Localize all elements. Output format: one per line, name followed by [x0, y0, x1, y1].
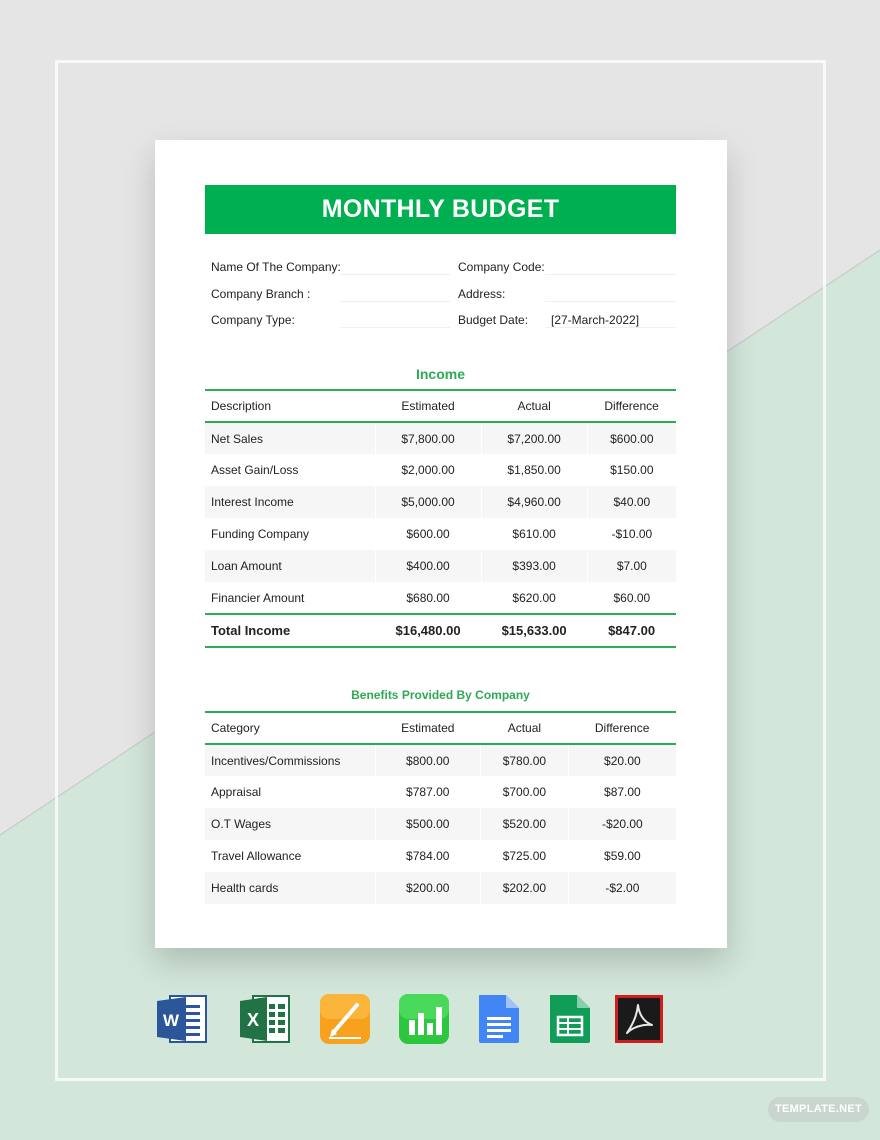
- total-cell: $15,633.00: [481, 614, 587, 647]
- google-sheets-icon[interactable]: [544, 993, 596, 1045]
- company-code-field: [545, 274, 676, 275]
- google-docs-icon[interactable]: [473, 993, 525, 1045]
- table-row: [205, 840, 676, 872]
- table-cell: $610.00: [481, 518, 587, 550]
- income-header-cell: Difference: [587, 390, 676, 422]
- company-name-label: Name Of The Company:: [211, 260, 341, 274]
- table-row: [205, 550, 676, 582]
- document-page: [155, 140, 727, 948]
- benefits-header-cell: Category: [205, 712, 375, 744]
- table-cell: $780.00: [481, 744, 569, 776]
- total-cell: Total Income: [205, 614, 375, 647]
- svg-text:X: X: [246, 1010, 260, 1030]
- table-cell: $393.00: [481, 550, 587, 582]
- income-header-cell: Description: [205, 390, 375, 422]
- table-row: [205, 872, 676, 904]
- numbers-icon[interactable]: [398, 993, 450, 1045]
- table-cell: $2,000.00: [375, 454, 481, 486]
- total-cell: $847.00: [587, 614, 676, 647]
- income-table: [205, 389, 676, 648]
- table-cell: -$20.00: [568, 808, 676, 840]
- income-section-title: Income: [415, 366, 465, 382]
- income-header-row: [205, 390, 676, 422]
- benefits-header-cell: Estimated: [375, 712, 481, 744]
- pdf-icon[interactable]: [613, 993, 665, 1045]
- table-cell: Interest Income: [205, 486, 375, 518]
- table-cell: $1,850.00: [481, 454, 587, 486]
- table-cell: $150.00: [587, 454, 676, 486]
- table-cell: Funding Company: [211, 527, 310, 541]
- table-cell: Appraisal: [211, 785, 262, 799]
- table-row: [205, 776, 676, 808]
- table-cell: -$2.00: [568, 872, 676, 904]
- table-cell: O.T Wages: [205, 808, 375, 840]
- table-cell: $500.00: [375, 808, 481, 840]
- income-total-row: [205, 614, 676, 647]
- table-cell: Financier Amount: [211, 590, 305, 605]
- company-branch-field: [340, 301, 450, 302]
- table-cell: $680.00: [375, 582, 481, 614]
- benefits-section-title: Benefits Provided By Company: [351, 688, 530, 702]
- word-icon[interactable]: [156, 993, 208, 1045]
- budget-date-value: [27-March-2022]: [551, 313, 640, 327]
- table-row: [205, 486, 676, 518]
- company-type-field: [340, 327, 450, 328]
- table-cell: $60.00: [587, 582, 676, 614]
- budget-date-field: [545, 327, 676, 328]
- table-cell: $7.00: [587, 550, 676, 582]
- pages-icon[interactable]: [319, 993, 371, 1045]
- table-row: [205, 518, 676, 550]
- table-cell: $400.00: [375, 550, 481, 582]
- table-cell: $800.00: [375, 744, 481, 776]
- benefits-header-row: [205, 712, 676, 744]
- table-cell: $40.00: [587, 486, 676, 518]
- template-net-badge[interactable]: TEMPLATE.NET: [768, 1097, 869, 1122]
- document-title: MONTHLY BUDGET: [205, 185, 676, 234]
- table-row: [205, 422, 676, 454]
- table-row: [205, 454, 676, 486]
- table-cell: $200.00: [375, 872, 481, 904]
- excel-icon[interactable]: [239, 993, 291, 1045]
- benefits-header-cell: Actual: [481, 712, 569, 744]
- table-cell: $87.00: [568, 776, 676, 808]
- address-field: [545, 301, 676, 302]
- total-cell: $16,480.00: [375, 614, 481, 647]
- table-cell: $7,800.00: [375, 422, 481, 454]
- table-cell: Asset Gain/Loss: [211, 463, 299, 477]
- company-code-label: Company Code:: [458, 260, 545, 274]
- income-header-cell: Actual: [481, 390, 587, 422]
- company-name-field: [340, 274, 450, 275]
- table-cell: $600.00: [587, 422, 676, 454]
- table-cell: $4,960.00: [481, 486, 587, 518]
- table-cell: $600.00: [375, 518, 481, 550]
- table-cell: Travel Allowance: [211, 849, 302, 863]
- table-row: [205, 744, 676, 776]
- table-cell: $784.00: [375, 840, 481, 872]
- table-cell: -$10.00: [587, 518, 676, 550]
- table-cell: $620.00: [481, 582, 587, 614]
- benefits-header-cell: Difference: [568, 712, 676, 744]
- table-cell: $5,000.00: [375, 486, 481, 518]
- budget-date-label: Budget Date:: [458, 313, 529, 327]
- address-label: Address:: [458, 287, 506, 301]
- table-cell: $7,200.00: [481, 422, 587, 454]
- table-cell: Net Sales: [205, 422, 375, 454]
- table-cell: $700.00: [481, 776, 569, 808]
- table-cell: Health cards: [205, 872, 375, 904]
- income-header-cell: Estimated: [375, 390, 481, 422]
- table-cell: $787.00: [375, 776, 481, 808]
- table-row: [205, 582, 676, 614]
- table-cell: $520.00: [481, 808, 569, 840]
- table-cell: Loan Amount: [205, 550, 375, 582]
- company-type-label: Company Type:: [211, 313, 295, 327]
- table-cell: $725.00: [481, 840, 569, 872]
- table-cell: $20.00: [568, 744, 676, 776]
- svg-text:W: W: [162, 1011, 180, 1030]
- table-row: [205, 808, 676, 840]
- company-branch-label: Company Branch :: [211, 287, 311, 301]
- table-cell: $202.00: [481, 872, 569, 904]
- table-cell: Incentives/Commissions: [205, 744, 375, 776]
- benefits-table: [205, 711, 676, 904]
- table-cell: $59.00: [568, 840, 676, 872]
